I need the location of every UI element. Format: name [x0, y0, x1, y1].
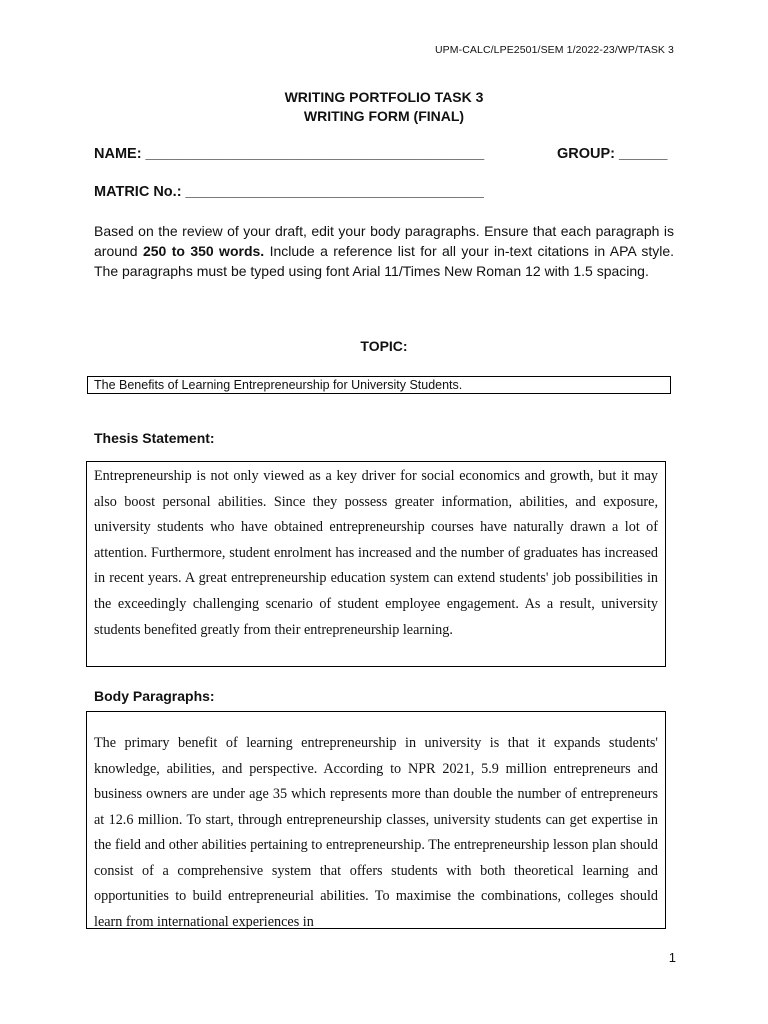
instructions-text-end: Include a reference list for all your in-text citations in APA style. The paragraphs must be typed using font Arial 11/Times New Roman 12 with 1.5 spacing. [94, 243, 675, 279]
document-title [0, 88, 768, 126]
body-paragraphs-heading: Body Paragraphs: [94, 688, 215, 704]
topic-box: The Benefits of Learning Entrepreneurship for University Students. [87, 376, 671, 394]
group-field: GROUP: ______ [557, 146, 668, 162]
matric-field: MATRIC No.: _____________________________________ [94, 184, 484, 200]
title-line-2: WRITING FORM (FINAL) [303, 108, 465, 124]
thesis-heading: Thesis Statement: [94, 430, 215, 446]
document-code: UPM-CALC/LPE2501/SEM 1/2022-23/WP/TASK 3 [435, 44, 674, 56]
topic-label: TOPIC: [360, 338, 408, 354]
instructions-paragraph [94, 221, 674, 281]
thesis-statement-box: Entrepreneurship is not only viewed as a key driver for social economics and growth, but it may also boost personal abilities. Since they possess greater information, abilities, and exposure, university students who have obtained entrepreneurship courses have naturally drawn a lot of attention. Furthermore, student enrolment has increased and the number of graduates has increased in recent years. A great entrepreneurship education system can extend students' job possibilities in the exceedingly challenging scenario of student employee engagement. As a result, university students benefited greatly from their entrepreneurship learning. [86, 461, 666, 667]
instructions-text-start: Based on the review of your draft, edit your body paragraphs. Ensure that each paragraph is around [94, 223, 674, 259]
body-paragraphs-box: The primary benefit of learning entrepreneurship in university is that it expands students' knowledge, abilities, and perspective. According to NPR 2021, 5.9 million entrepreneurs and business owners are under age 35 which represents more than double the number of entrepreneurs at 12.6 million. To start, through entrepreneurship classes, university students can get expertise in the field and other abilities pertaining to entrepreneurship. The entrepreneurship lesson plan should consist of a comprehensive system that offers students with both theoretical learning and opportunities to build entrepreneurial abilities. To maximise the combinations, colleges should learn from international experiences in [86, 711, 666, 929]
title-line-1: WRITING PORTFOLIO TASK 3 [284, 89, 484, 105]
word-count-requirement: 250 to 350 words. [142, 243, 265, 259]
page-number: 1 [668, 950, 676, 965]
name-field: NAME: __________________________________________ [94, 146, 485, 162]
